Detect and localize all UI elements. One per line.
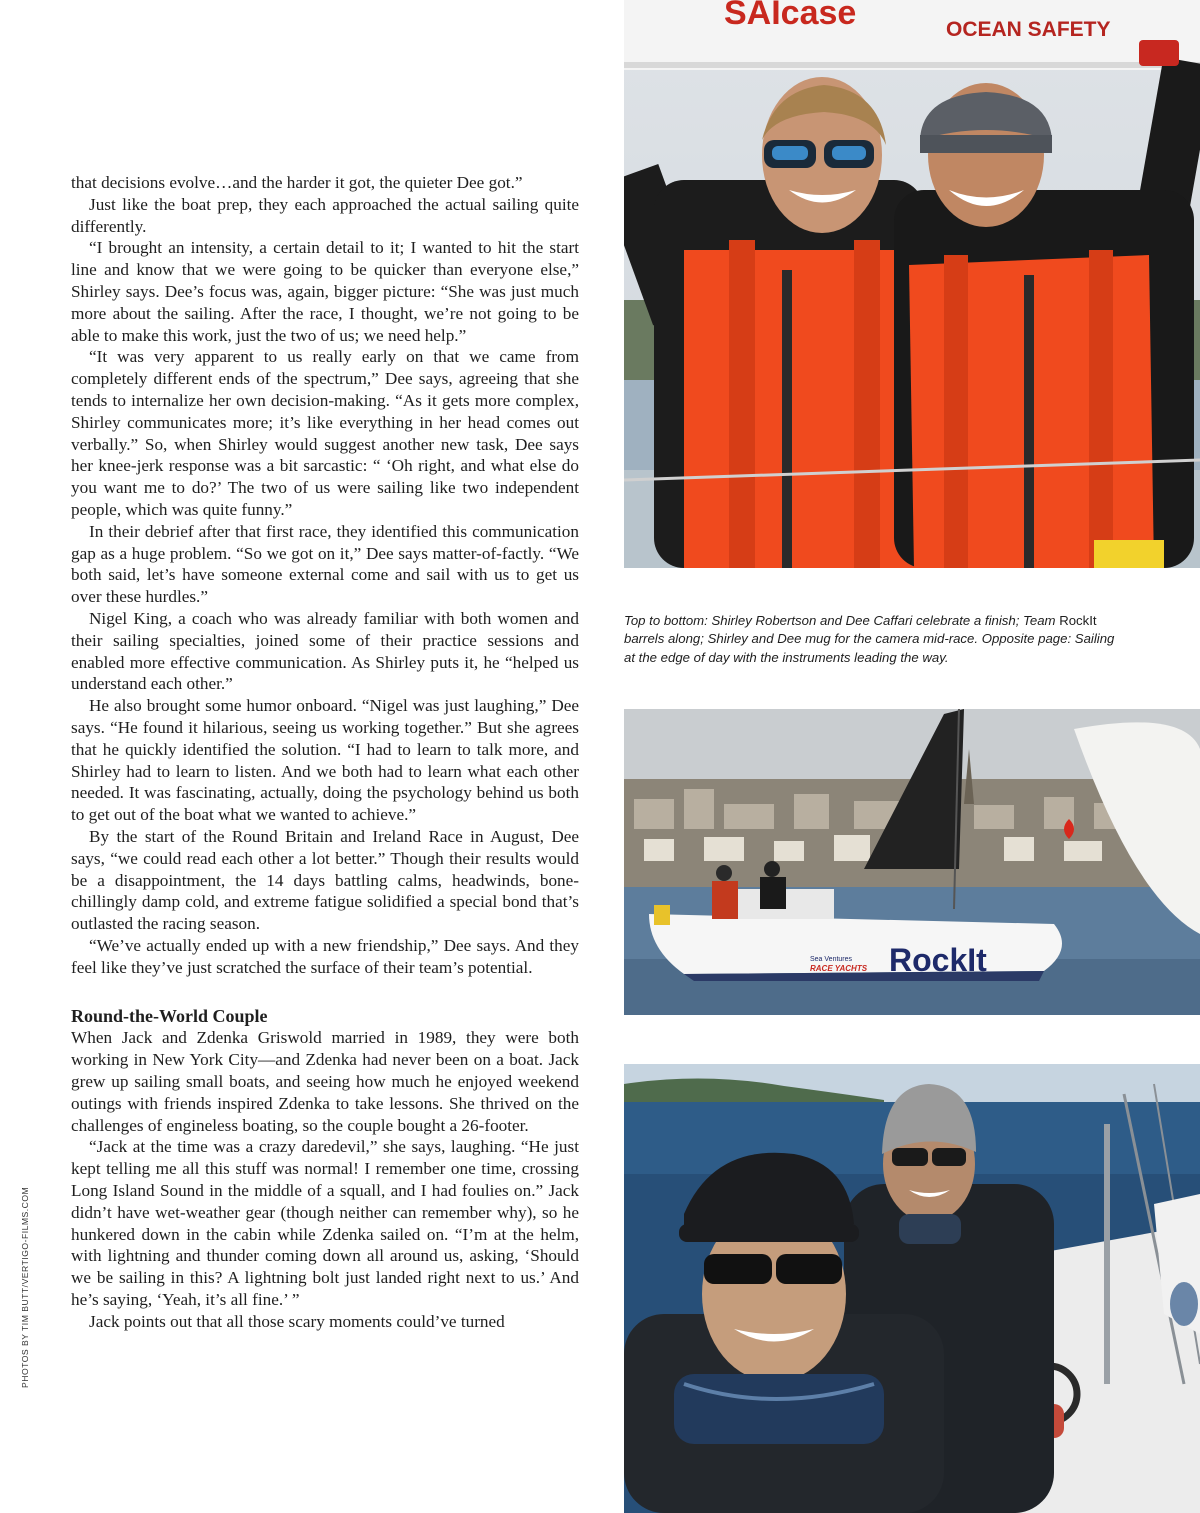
paragraph: “It was very apparent to us really early on that we came from completely different ends of the spectrum,” Dee says, agreeing that she tends to internalize her own decision-making. “As it gets more complex, Shirley communicates more; it’s like everything in her head comes out verbally.” So, when Shirley would suggest another new task, Dee says her knee-jerk response was a bit sarcastic: “ ‘Oh right, and what else do you want me to do?’ The two of us were sailing like two independent people, which was quite funny.” bbox=[71, 347, 579, 519]
paragraph: “Jack at the time was a crazy daredevil,” she says, laughing. “He just kept telling me all this stuff was normal! I remember one time, crossing Long Island Sound in the middle of a squall, and I had foulies on.” Jack didn’t have wet-weather gear (though neither can remember why), so he hunkered down in the cabin while Zdenka sailed on. “I’m at the helm, with lightning and thunder coming down all around us, asking, ‘Should we be sailing in this? A lightning bolt just landed right next to us.’ And he’s saying, ‘Yeah, it’s all fine.’ ” bbox=[71, 1137, 579, 1310]
paragraph: Nigel King, a coach who was already familiar with both women and their sailing specialties, joined some of their practice sessions and enabled more effective communication. As Shirley puts it, he “helped us understand each other.” bbox=[71, 608, 579, 694]
celebration-illustration bbox=[624, 0, 1200, 568]
photo-celebration bbox=[624, 0, 1200, 568]
boat-illustration bbox=[624, 709, 1200, 1015]
banner-brand-left: SAIcase bbox=[724, 0, 857, 32]
paragraph: He also brought some humor onboard. “Nigel was just laughing,” Dee says. “He found it hilarious, seeing us working together.” But she agrees that he quickly identified the solution. “I had to learn to talk more, and Shirley had to learn to listen. And we both had to learn what each other needed. It was fascinating, actually, doing the psychology behind us both to get out of the boat what we wanted to achieve.” bbox=[71, 696, 579, 825]
photo-selfie bbox=[624, 1064, 1200, 1513]
paragraph: Jack points out that all those scary moments could’ve turned bbox=[89, 1311, 505, 1331]
caption-boat-name: RockIt bbox=[1059, 613, 1097, 628]
photo-caption bbox=[624, 612, 1124, 667]
paragraph: By the start of the Round Britain and Ireland Race in August, Dee says, “we could read each other a lot better.” Though their results would be a disappointment, the 14 days battling calms, headwinds, bone-chillingly damp cold, and extreme fatigue solidified a special bond that’s outlasted the racing season. bbox=[71, 826, 579, 934]
caption-text: barrels along; Shirley and Dee mug for the camera mid-race. Opposite page: Sailing at the edge of day with the instruments leading the way. bbox=[624, 631, 1115, 665]
selfie-illustration bbox=[624, 1064, 1200, 1513]
article-body bbox=[71, 172, 579, 1333]
photo-rockit-boat bbox=[624, 709, 1200, 1015]
paragraph: “I brought an intensity, a certain detail to it; I wanted to hit the start line and know that we were going to be quicker than everyone else,” Shirley says. Dee’s focus was, again, bigger picture: “She was just much more about the sailing. After the race, I thought, we’re not going to be able to make this work, just the two of us; we need help.” bbox=[71, 238, 579, 345]
section-subhead: Round-the-World Couple bbox=[71, 1006, 268, 1027]
caption-text: Top to bottom: Shirley Robertson and Dee Caffari celebrate a finish; Team bbox=[624, 613, 1060, 628]
banner-brand-right: OCEAN SAFETY bbox=[946, 18, 1111, 41]
hull-small-lettering: Sea Ventures bbox=[810, 956, 853, 963]
hull-lettering: RockIt bbox=[889, 942, 987, 978]
hull-small-lettering-2: RACE YACHTS bbox=[810, 964, 868, 973]
paragraph: Just like the boat prep, they each approached the actual sailing quite differently. bbox=[71, 194, 579, 236]
paragraph: “We’ve actually ended up with a new friendship,” Dee says. And they feel like they’ve just scratched the surface of their team’s potential. bbox=[71, 935, 579, 977]
photo-credit: PHOTOS BY TIM BUTT/VERTIGO-FILMS.COM bbox=[20, 1186, 30, 1388]
paragraph: that decisions evolve…and the harder it got, the quieter Dee got.” bbox=[71, 173, 523, 192]
paragraph: In their debrief after that first race, they identified this communication gap as a huge problem. “So we got on it,” Dee says matter-of-factly. “We both said, let’s have someone external come and sail with us to get us over these hurdles.” bbox=[71, 521, 579, 607]
paragraph: When Jack and Zdenka Griswold married in 1989, they were both working in New York City—and Zdenka had never been on a boat. Jack grew up sailing small boats, and seeing how much he enjoyed weekend outings with friends inspired Zdenka to take lessons. She thrived on the challenges of engineless boating, so the couple bought a 26-footer. bbox=[71, 1028, 579, 1135]
